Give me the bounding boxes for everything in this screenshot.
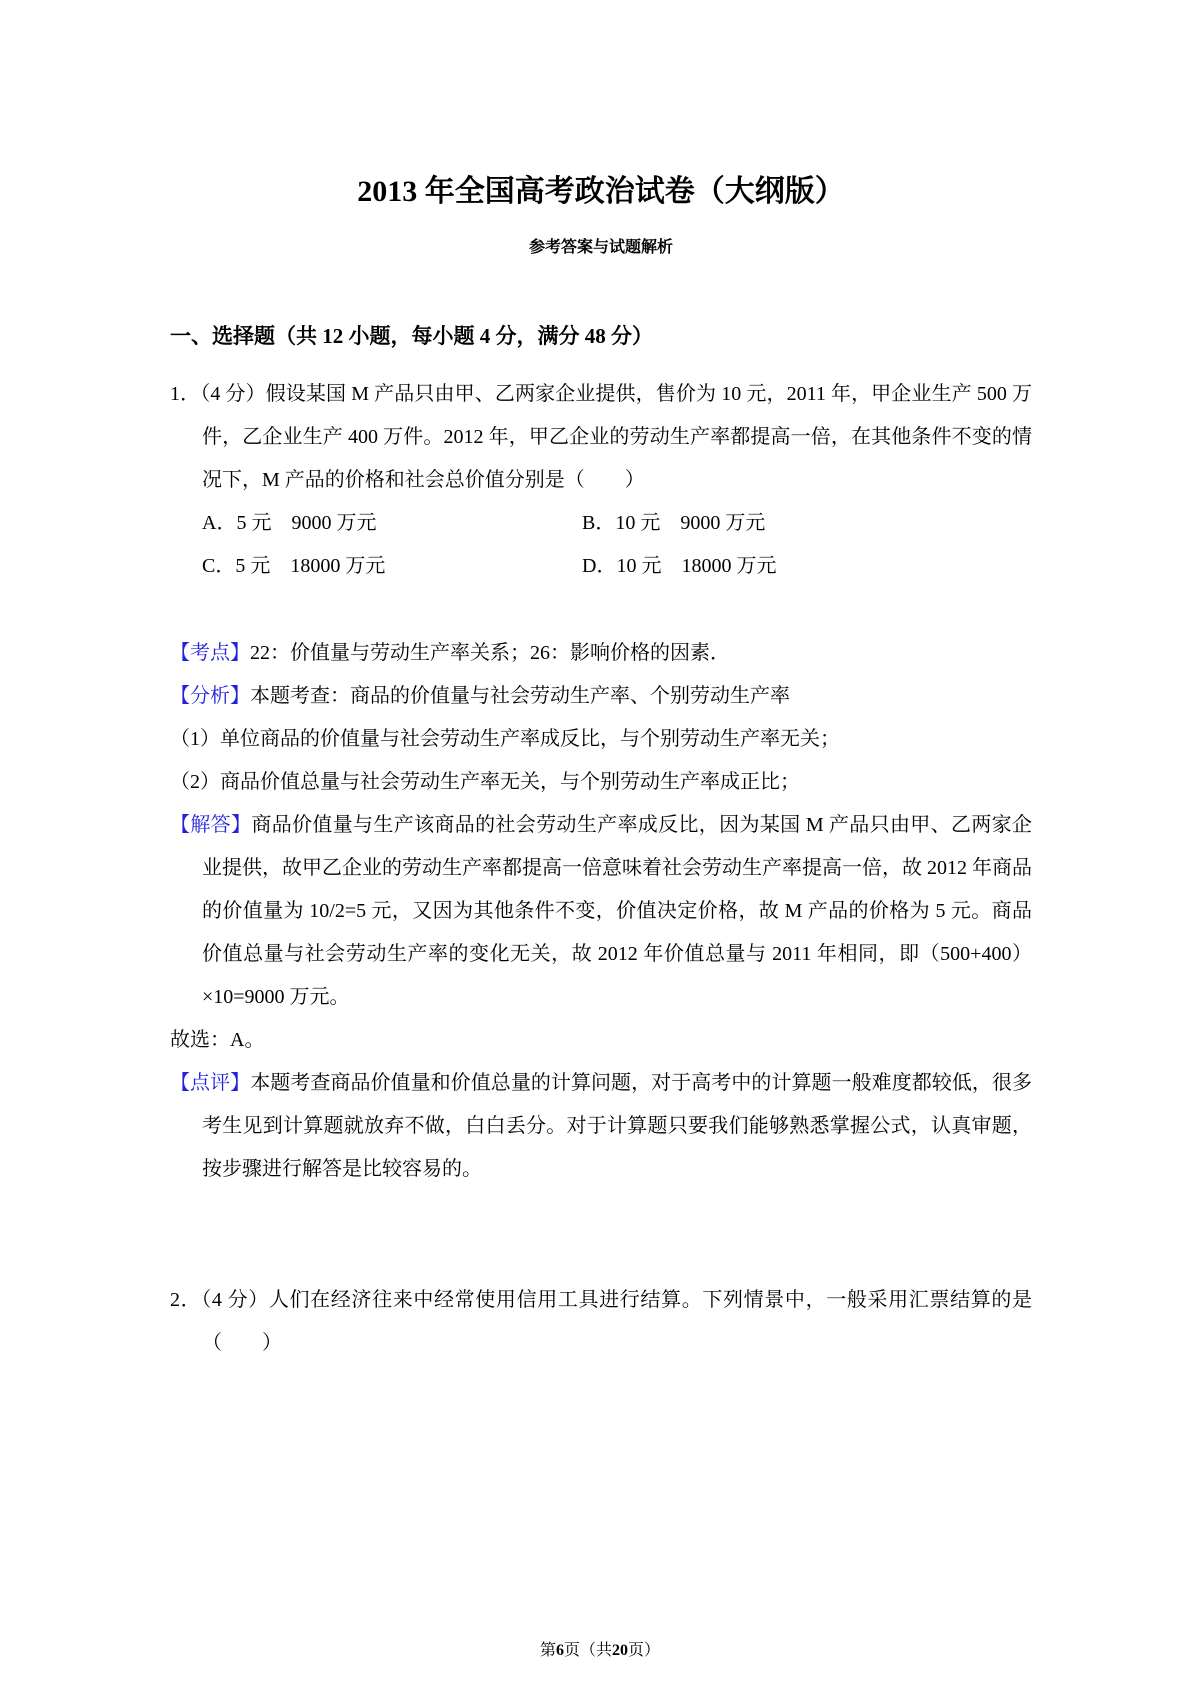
option-c: C．5 元 18000 万元	[202, 555, 386, 578]
fenxi-point-1: （1）单位商品的价值量与社会劳动生产率成反比，与个别劳动生产率无关；	[170, 728, 840, 751]
footer-middle: 页（共	[563, 1641, 612, 1659]
page-title: 2013 年全国高考政治试卷（大纲版）	[357, 175, 845, 208]
kaodian-text: 22：价值量与劳动生产率关系；26：影响价格的因素．	[250, 642, 730, 665]
jieda-text: 商品价值量与生产该商品的社会劳动生产率成反比，因为某国 M 产品只由甲、乙两家企业提供，故甲乙企业的劳动生产率都提高一倍意味着社会劳动生产率提高一倍，故 2012 年商品的价值量为 10/2=5 元，又因为其他条件不变，价值决定价格，故 M 产品的价格为 5 元。商品价值总量与社会劳动生产率的变化无关，故 2012 年价值总量与 2011 年相同，即（500+400）×10=9000 万元。	[202, 814, 1032, 1009]
fenxi-block	[170, 675, 1032, 718]
footer-suffix: 页）	[628, 1641, 661, 1659]
page-subtitle: 参考答案与试题解析	[528, 239, 673, 256]
jieda-label: 【解答】	[170, 814, 252, 837]
kaodian-label: 【考点】	[170, 642, 250, 665]
question-1-stem: 1．（4 分）假设某国 M 产品只由甲、乙两家企业提供，售价为 10 元，2011 年，甲企业生产 500 万件，乙企业生产 400 万件。2012 年，甲乙企业的劳动生产率都提高一倍，在其他条件不变的情况下，M 产品的价格和社会总价值分别是（ ）	[170, 383, 1032, 492]
footer-prefix: 第	[539, 1641, 556, 1659]
footer-total-pages: 20	[612, 1641, 628, 1659]
fenxi-label: 【分析】	[170, 685, 250, 708]
section-heading: 一、选择题（共 12 小题，每小题 4 分，满分 48 分）	[170, 324, 653, 349]
option-b: B．10 元 9000 万元	[582, 512, 766, 535]
dianping-block	[170, 1062, 1032, 1191]
footer-page-number: 6	[555, 1641, 564, 1659]
fenxi-text: 本题考查：商品的价值量与社会劳动生产率、个别劳动生产率	[250, 685, 790, 708]
dianping-label: 【点评】	[170, 1072, 251, 1095]
fenxi-point-2: （2）商品价值总量与社会劳动生产率无关，与个别劳动生产率成正比；	[170, 771, 800, 794]
dianping-text: 本题考查商品价值量和价值总量的计算问题，对于高考中的计算题一般难度都较低，很多考生见到计算题就放弃不做，白白丢分。对于计算题只要我们能够熟悉掌握公式，认真审题，按步骤进行解答是比较容易的。	[202, 1072, 1033, 1181]
question-2-stem: 2．（4 分）人们在经济往来中经常使用信用工具进行结算。下列情景中，一般采用汇票结算的是（ ）	[170, 1289, 1032, 1355]
answer-conclusion: 故选：A。	[170, 1029, 265, 1052]
option-a: A．5 元 9000 万元	[202, 512, 377, 535]
kaodian-block	[170, 632, 1032, 675]
question-1-options	[170, 502, 1032, 588]
page-footer	[0, 1640, 1200, 1662]
option-d: D．10 元 18000 万元	[582, 555, 777, 578]
jieda-block	[170, 804, 1032, 1019]
